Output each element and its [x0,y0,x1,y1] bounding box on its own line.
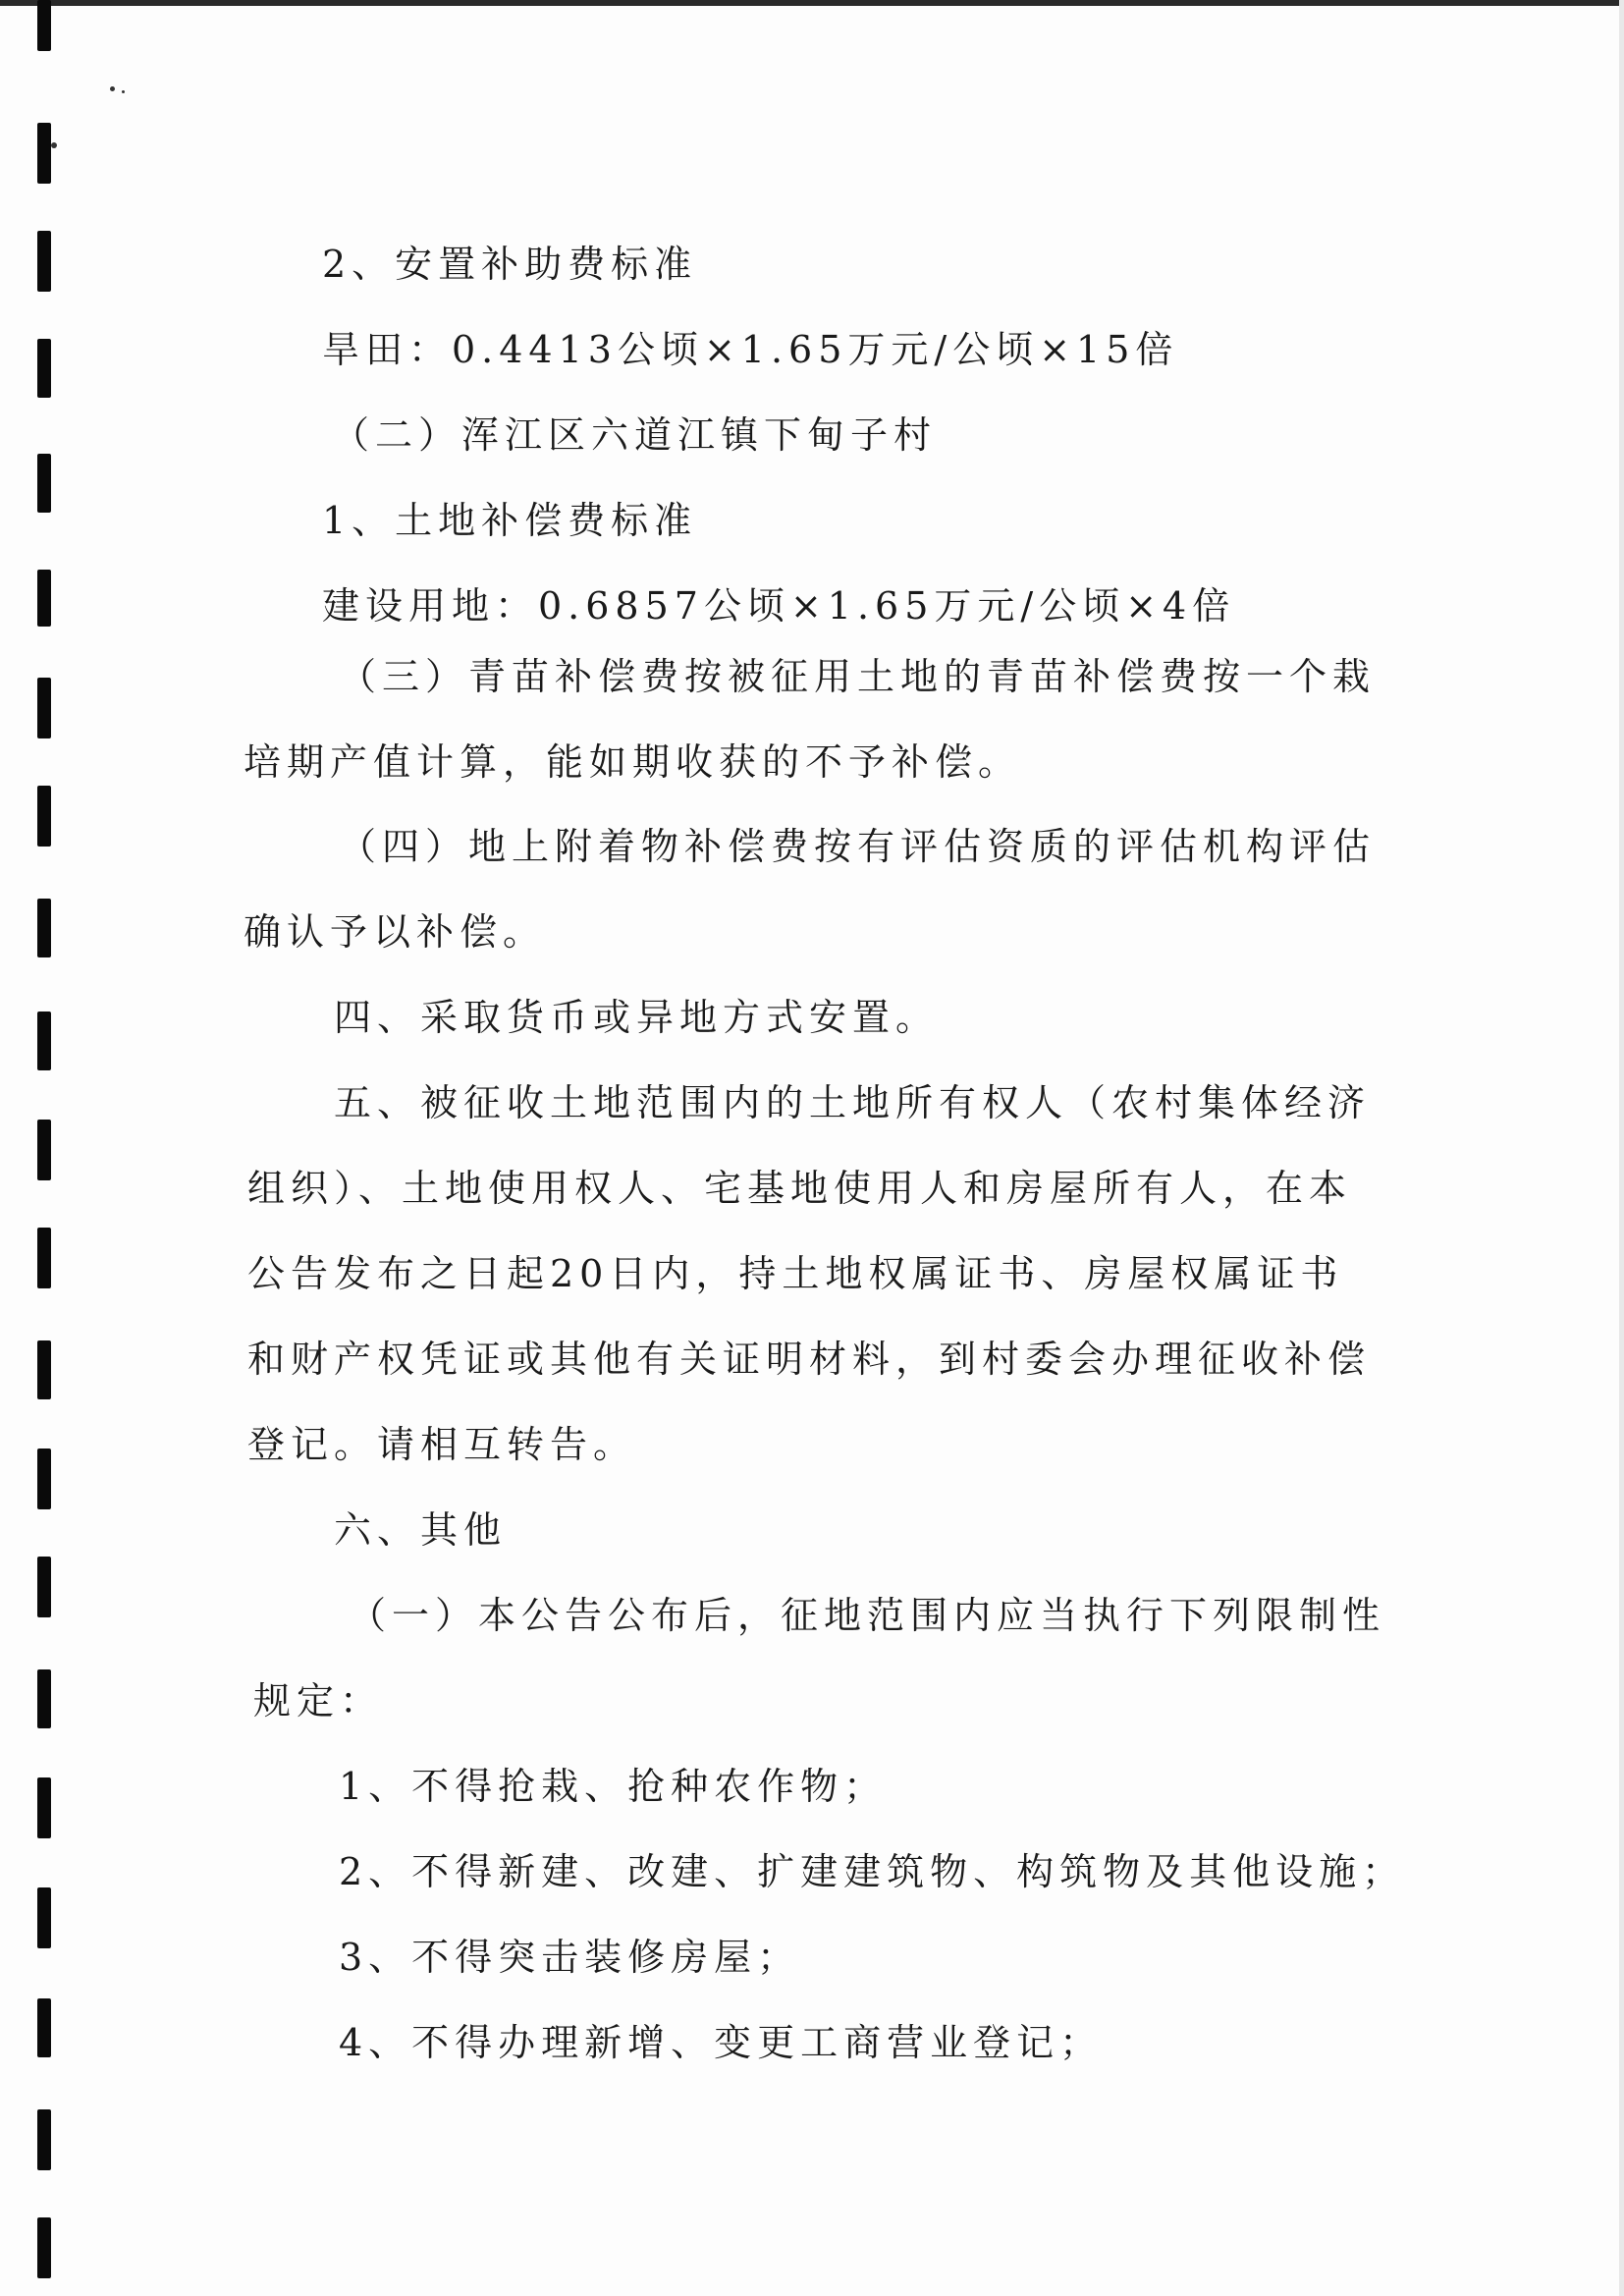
scan-speck [110,86,115,91]
text-line: 登记。请相互转告。 [247,1423,637,1466]
binding-mark [37,1449,51,1509]
text-line: 旱田：0.4413公顷×1.65万元/公顷×15倍 [322,328,1179,371]
text-line: 3、不得突击装修房屋； [339,1936,801,1979]
text-line: 六、其他 [334,1508,508,1552]
text-line: 培期产值计算，能如期收获的不予补偿。 [244,740,1022,784]
text-line: 1、土地补偿费标准 [322,499,698,542]
binding-mark [37,1011,51,1070]
binding-mark [37,1998,51,2057]
binding-mark [37,339,51,398]
text-line: （二）浑江区六道江镇下甸子村 [332,413,938,457]
text-line: 2、安置补助费标准 [322,243,698,286]
text-line: 公告发布之日起20日内，持土地权属证书、房屋权属证书 [247,1252,1344,1295]
binding-mark [37,2217,51,2278]
binding-mark [37,678,51,738]
scan-speck [51,142,57,148]
scan-speck [122,90,125,93]
text-line: 2、不得新建、改建、扩建建筑物、构筑物及其他设施； [339,1850,1406,1893]
text-line: （四）地上附着物补偿费按有评估资质的评估机构评估 [339,825,1377,868]
text-line: 1、不得抢栽、抢种农作物； [339,1765,888,1808]
text-line: 四、采取货币或异地方式安置。 [334,996,940,1039]
text-line: 和财产权凭证或其他有关证明材料，到村委会办理征收补偿 [247,1338,1372,1381]
binding-mark [37,899,51,957]
binding-mark [37,0,51,51]
scan-right-edge [1619,0,1624,2296]
binding-holes [29,0,59,2296]
binding-mark [37,123,51,184]
text-line: 确认予以补偿。 [244,910,547,954]
binding-mark [37,1120,51,1180]
binding-mark [37,786,51,847]
binding-mark [37,1340,51,1399]
binding-mark [37,570,51,627]
text-line: 建设用地：0.6857公顷×1.65万元/公顷×4倍 [322,584,1236,628]
text-line: 五、被征收土地范围内的土地所有权人（农村集体经济 [334,1081,1372,1124]
text-line: （一）本公告公布后，征地范围内应当执行下列限制性 [349,1594,1386,1637]
binding-mark [37,1669,51,1728]
text-line: （三）青苗补偿费按被征用土地的青苗补偿费按一个栽 [339,655,1377,698]
binding-mark [37,454,51,513]
binding-mark [37,1228,51,1288]
binding-mark [37,1777,51,1838]
text-line: 组织）、土地使用权人、宅基地使用人和房屋所有人，在本 [247,1167,1353,1210]
binding-mark [37,1557,51,1617]
scan-top-edge [0,0,1624,6]
text-line: 4、不得办理新增、变更工商营业登记； [339,2021,1104,2064]
text-line: 规定： [253,1679,384,1722]
binding-mark [37,1887,51,1948]
binding-mark [37,2109,51,2170]
binding-mark [37,231,51,292]
